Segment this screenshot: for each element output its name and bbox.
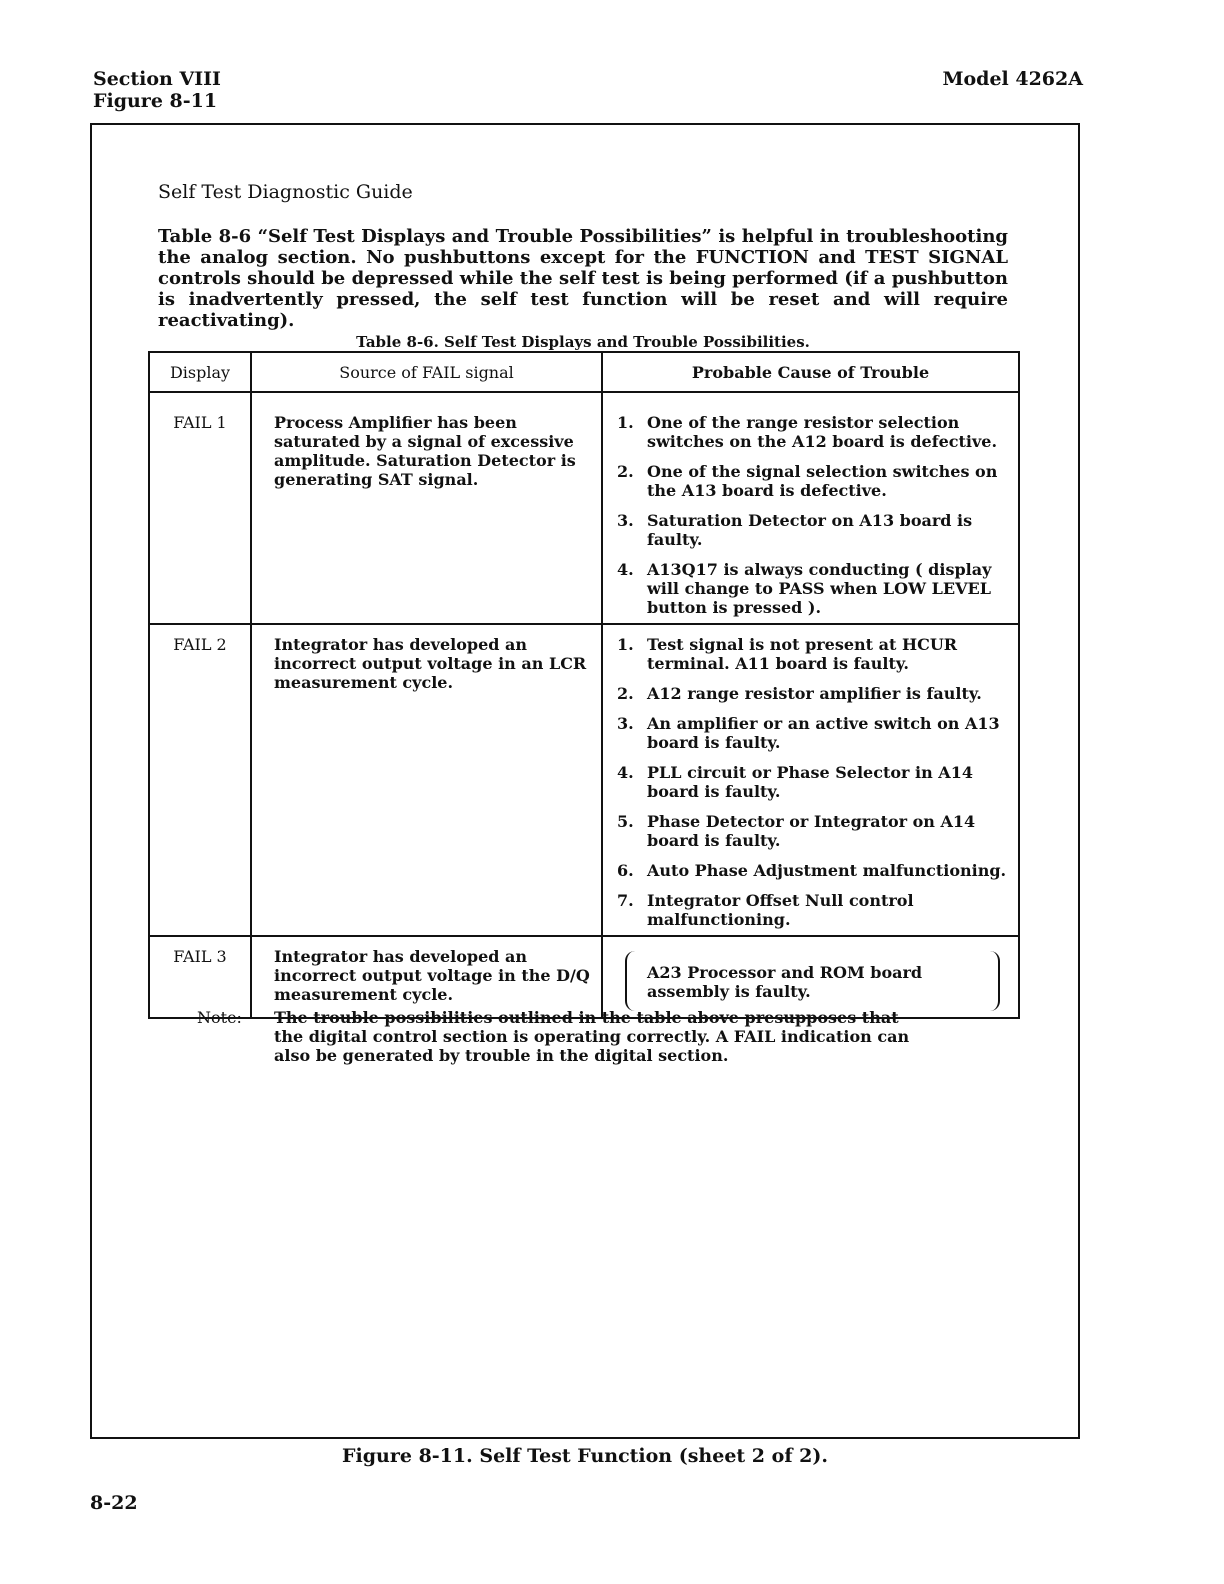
cause-item — [617, 462, 1014, 500]
intro-paragraph: Table 8-6 “Self Test Displays and Trouble Possibilities” is helpful in troubleshooting the analog section. No pushbuttons except for the FUNCTION and TEST SIGNAL controls should be depressed while the self test is being performed (if a pushbutton is inadvertently pressed, the self test function will be reset and will require reactivating). — [158, 226, 1008, 331]
cause-item — [617, 891, 1014, 929]
source-cell: Integrator has developed an incorrect output voltage in an LCR measurement cycle. — [251, 624, 602, 936]
page-number: 8-22 — [90, 1492, 138, 1514]
cause-text: Phase Detector or Integrator on A14 board is faulty. — [647, 812, 976, 850]
table-caption: Table 8-6. Self Test Displays and Trouble Possibilities. — [356, 333, 810, 351]
cause-text: One of the range resistor selection switches on the A12 board is defective. — [647, 413, 998, 451]
cause-number: 6. — [617, 861, 634, 880]
cause-text: A12 range resistor amplifier is faulty. — [647, 684, 982, 703]
table-header-row — [149, 352, 1019, 392]
cause-list — [617, 413, 1014, 617]
cause-item — [617, 684, 1014, 703]
cause-number: 4. — [617, 763, 634, 782]
cause-item — [617, 763, 1014, 801]
source-cell: Integrator has developed an incorrect output voltage in the D/Q measurement cycle. — [251, 936, 602, 1018]
guide-title: Self Test Diagnostic Guide — [158, 181, 413, 203]
cause-cell — [602, 392, 1019, 624]
cause-text: A13Q17 is always conducting ( display will change to PASS when LOW LEVEL button is pressed ). — [647, 560, 992, 617]
model-label: Model 4262A — [942, 68, 1083, 90]
display-cell: FAIL 2 — [149, 624, 251, 936]
cause-item — [617, 635, 1014, 673]
note-text: The trouble possibilities outlined in the table above presupposes that the digital control section is operating correctly. A FAIL indication can also be generated by trouble in the digital section. — [274, 1008, 910, 1065]
source-cell: Process Amplifier has been saturated by a signal of excessive amplitude. Saturation Detector is generating SAT signal. — [251, 392, 602, 624]
note-label: Note: — [197, 1008, 242, 1027]
column-header-display: Display — [149, 352, 251, 392]
cause-item — [617, 714, 1014, 752]
figure-caption: Figure 8-11. Self Test Function (sheet 2 of 2). — [342, 1445, 828, 1467]
cause-text: PLL circuit or Phase Selector in A14 board is faulty. — [647, 763, 973, 801]
cause-number: 1. — [617, 413, 634, 432]
cause-text: One of the signal selection switches on the A13 board is defective. — [647, 462, 998, 500]
column-header-source: Source of FAIL signal — [251, 352, 602, 392]
cause-cell — [602, 624, 1019, 936]
cause-item — [617, 413, 1014, 451]
display-cell: FAIL 3 — [149, 936, 251, 1018]
cause-text: Integrator Offset Null control malfunctioning. — [647, 891, 914, 929]
cause-text: Saturation Detector on A13 board is faulty. — [647, 511, 973, 549]
cause-text: Auto Phase Adjustment malfunctioning. — [647, 861, 1007, 880]
cause-number: 2. — [617, 462, 634, 481]
cause-item — [617, 812, 1014, 850]
bracketed-cause: A23 Processor and ROM board assembly is faulty. — [625, 951, 1000, 1011]
cause-item — [617, 511, 1014, 549]
cause-item — [617, 560, 1014, 617]
table-row — [149, 936, 1019, 1018]
cause-number: 3. — [617, 511, 634, 530]
table-row — [149, 624, 1019, 936]
cause-text: An amplifier or an active switch on A13 board is faulty. — [647, 714, 1000, 752]
self-test-table — [148, 351, 1020, 1019]
column-header-cause: Probable Cause of Trouble — [602, 352, 1019, 392]
figure-reference: Figure 8-11 — [93, 90, 218, 112]
cause-item — [617, 861, 1014, 880]
cause-text: Test signal is not present at HCUR terminal. A11 board is faulty. — [647, 635, 958, 673]
section-label: Section VIII — [93, 68, 221, 90]
cause-number: 4. — [617, 560, 634, 579]
cause-number: 2. — [617, 684, 634, 703]
page-header-left — [93, 68, 221, 112]
cause-number: 3. — [617, 714, 634, 733]
table-row — [149, 392, 1019, 624]
cause-cell — [602, 936, 1019, 1018]
display-cell: FAIL 1 — [149, 392, 251, 624]
cause-list — [617, 635, 1014, 929]
cause-number: 5. — [617, 812, 634, 831]
cause-number: 1. — [617, 635, 634, 654]
cause-number: 7. — [617, 891, 634, 910]
